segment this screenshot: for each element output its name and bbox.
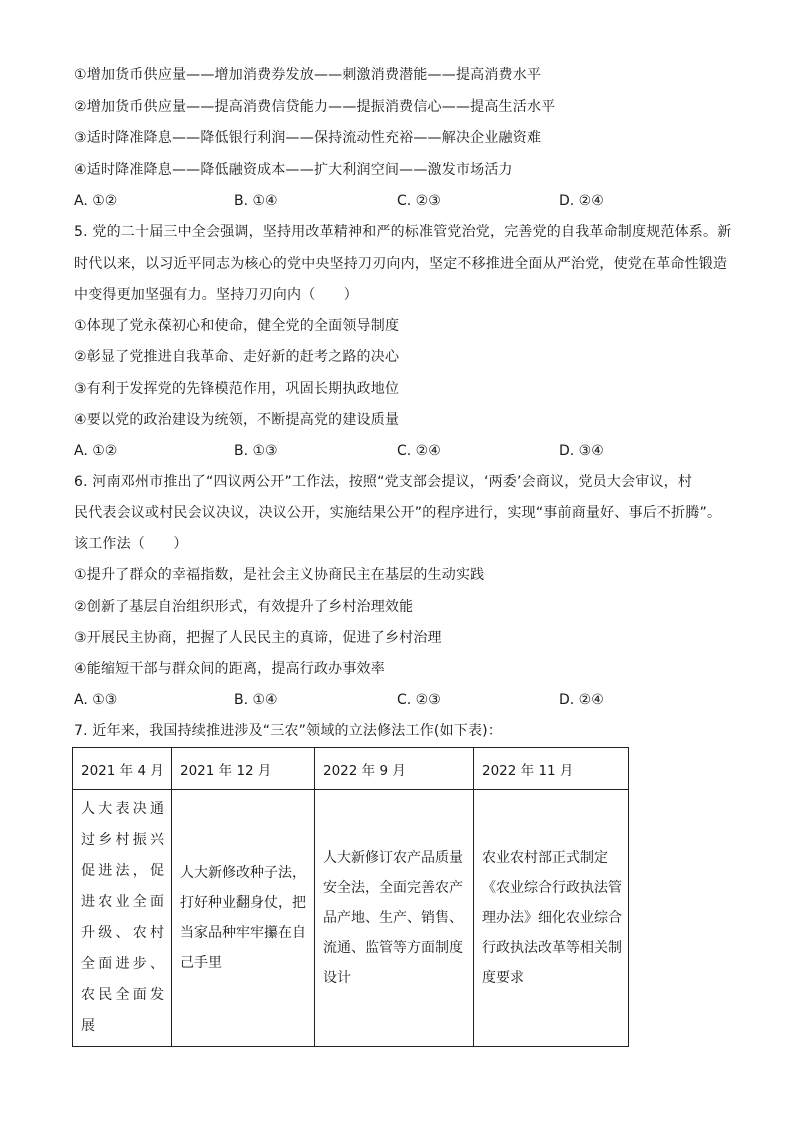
q4-item-2: ②增加货币供应量——提高消费信贷能力——提振消费信心——提高生活水平 xyxy=(74,99,556,115)
q6-option-d[interactable]: D. ②④ xyxy=(559,692,604,708)
q6-stem-line-1: 6. 河南邓州市推出了“四议两公开”工作法，按照“党支部会提议，‘两委’会商议，党员大会审议，村 xyxy=(74,474,693,490)
q5-option-a[interactable]: A. ①② xyxy=(74,443,118,459)
table-cell: 人大新修订农产品质量安全法，全面完善农产品产地、生产、销售、流通、监管等方面制度设计 xyxy=(315,790,474,1047)
q5-option-d[interactable]: D. ③④ xyxy=(559,443,604,459)
q6-item-2: ②创新了基层自治组织形式，有效提升了乡村治理效能 xyxy=(74,599,414,615)
q5-stem-line-1: 5. 党的二十届三中全会强调，坚持用改革精神和严的标准管党治党，完善党的自我革命制度规范体系。新 xyxy=(74,224,732,240)
table-cell: 农业农村部正式制定《农业综合行政执法管理办法》细化农业综合行政执法改革等相关制度要求 xyxy=(474,790,629,1047)
q5-item-1: ①体现了党永葆初心和使命，健全党的全面领导制度 xyxy=(74,318,400,334)
q6-option-a[interactable]: A. ①③ xyxy=(74,692,118,708)
q6-option-b[interactable]: B. ①④ xyxy=(234,692,278,708)
q5-item-2: ②彰显了党推进自我革命、走好新的赶考之路的决心 xyxy=(74,349,400,365)
q6-stem-line-3: 该工作法（ ） xyxy=(74,536,188,552)
q6-item-3: ③开展民主协商，把握了人民民主的真谛，促进了乡村治理 xyxy=(74,630,442,646)
q5-option-b[interactable]: B. ①③ xyxy=(234,443,278,459)
q4-item-1: ①增加货币供应量——增加消费券发放——刺激消费潜能——提高消费水平 xyxy=(74,67,542,83)
q5-stem-line-3: 中变得更加坚强有力。坚持刀刃向内（ ） xyxy=(74,287,358,303)
q4-option-a[interactable]: A. ①② xyxy=(74,193,118,209)
q5-option-c[interactable]: C. ②④ xyxy=(397,443,441,459)
table-cell: 人大表决通过乡村振兴促进法，促进农业全面升级、农村全面进步、农民全面发展 xyxy=(73,790,172,1047)
q4-option-d[interactable]: D. ②④ xyxy=(559,193,604,209)
q4-item-4: ④适时降准降息——降低融资成本——扩大利润空间——激发市场活力 xyxy=(74,162,513,178)
q6-option-c[interactable]: C. ②③ xyxy=(397,692,441,708)
q4-option-c[interactable]: C. ②③ xyxy=(397,193,441,209)
q7-stem: 7. 近年来，我国持续推进涉及“三农”领域的立法修法工作(如下表)： xyxy=(74,723,503,739)
table-row xyxy=(73,790,629,1047)
q5-item-3: ③有利于发挥党的先锋模范作用，巩固长期执政地位 xyxy=(74,381,400,397)
q6-item-1: ①提升了群众的幸福指数，是社会主义协商民主在基层的生动实践 xyxy=(74,567,485,583)
q4-option-b[interactable]: B. ①④ xyxy=(234,193,278,209)
table-cell: 人大新修改种子法，打好种业翻身仗，把当家品种牢牢攥在自己手里 xyxy=(172,790,315,1047)
q4-item-3: ③适时降准降息——降低银行利润——保持流动性充裕——解决企业融资难 xyxy=(74,130,542,146)
legislation-table xyxy=(72,747,629,1047)
table-header-row xyxy=(73,748,629,790)
q6-item-4: ④能缩短干部与群众间的距离，提高行政办事效率 xyxy=(74,661,385,677)
table-header-cell: 2021 年 4 月 xyxy=(73,748,172,790)
q5-options xyxy=(74,441,714,461)
table-header-cell: 2022 年 11 月 xyxy=(474,748,629,790)
q5-item-4: ④要以党的政治建设为统领，不断提高党的建设质量 xyxy=(74,412,400,428)
q6-stem-line-2: 民代表会议或村民会议决议，决议公开，实施结果公开”的程序进行，实现“事前商量好、事后不折腾”。 xyxy=(74,505,722,521)
q5-stem-line-2: 时代以来，以习近平同志为核心的党中央坚持刀刃向内，坚定不移推进全面从严治党，使党在革命性锻造 xyxy=(74,256,728,272)
table-header-cell: 2022 年 9 月 xyxy=(315,748,474,790)
q4-options xyxy=(74,191,714,211)
table-header-cell: 2021 年 12 月 xyxy=(172,748,315,790)
q6-options xyxy=(74,690,714,710)
